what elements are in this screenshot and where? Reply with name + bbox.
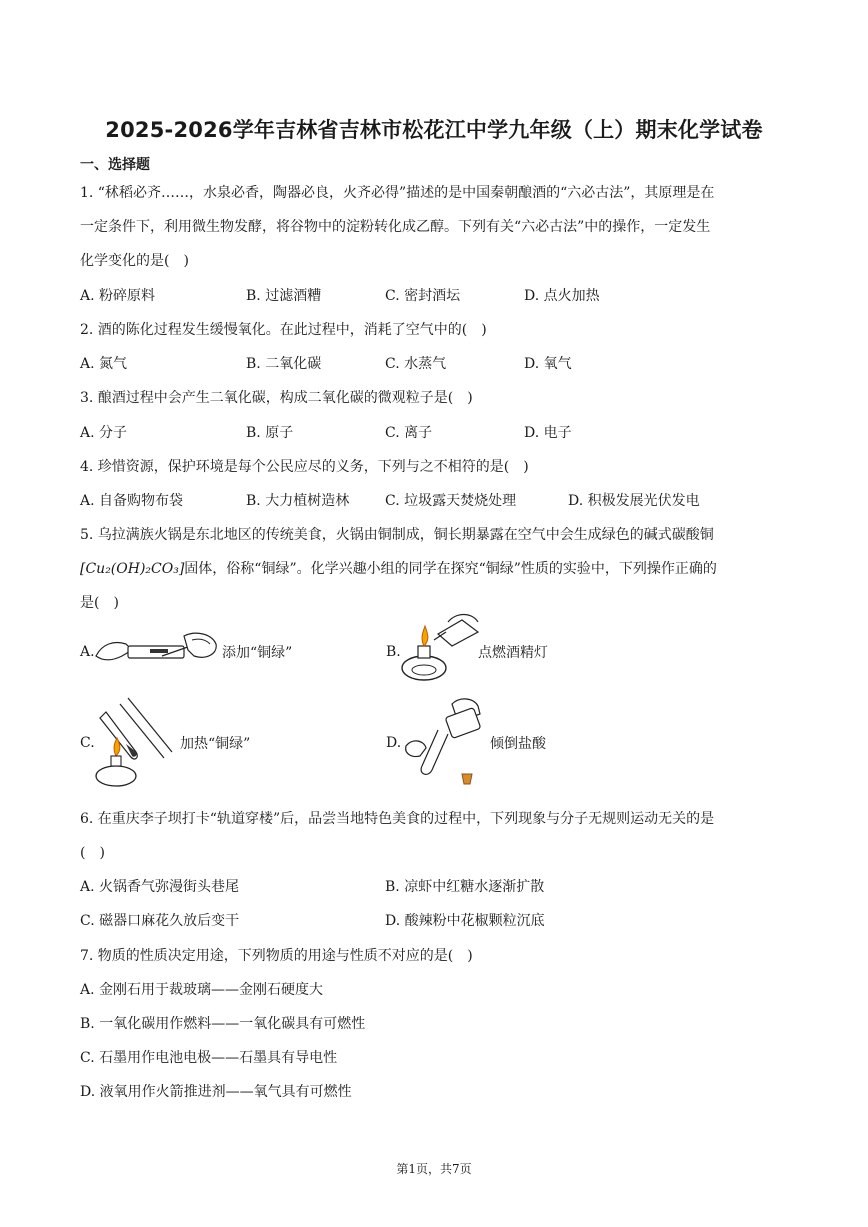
q4-option-b[interactable]: B. 大力植树造林 [246,493,350,509]
q3-stem: 3. 酿酒过程中会产生二氧化碳，构成二氧化碳的微观粒子是( ) [80,390,473,406]
q7-option-c[interactable]: C. 石墨用作电池电极——石墨具有导电性 [80,1050,338,1066]
q6-option-b[interactable]: B. 凉虾中红糖水逐渐扩散 [385,879,545,895]
page-title: 2025-2026学年吉林省吉林市松花江中学九年级（上）期末化学试卷 [105,118,763,142]
q6-option-c[interactable]: C. 磁器口麻花久放后变干 [80,913,240,929]
q6-option-d[interactable]: D. 酸辣粉中花椒颗粒沉底 [385,913,545,929]
q2-option-c[interactable]: C. 水蒸气 [385,356,447,372]
q1-option-d[interactable]: D. 点火加热 [524,288,600,304]
q1-line-2: 一定条件下，利用微生物发酵，将谷物中的淀粉转化成乙醇。下列有关“六必古法”中的操作，一定发生 [80,219,711,235]
q5-option-b-letter[interactable]: B. [386,644,401,660]
q5-line-2-text: 固体，俗称“铜绿”。化学兴趣小组的同学在探究“铜绿”性质的实验中，下列操作正确的 [184,561,717,577]
alcohol-lamp-illustration [398,610,480,688]
q7-stem: 7. 物质的性质决定用途，下列物质的用途与性质不对应的是( ) [80,948,473,964]
q5-option-b-label: 点燃酒精灯 [478,645,548,661]
q2-option-b[interactable]: B. 二氧化碳 [246,356,322,372]
q7-option-d[interactable]: D. 液氧用作火箭推进剂——氧气具有可燃性 [80,1084,352,1100]
section-heading: 一、选择题 [80,157,150,173]
q1-option-b[interactable]: B. 过滤酒糟 [246,288,322,304]
q5-option-c-label: 加热“铜绿” [180,736,251,752]
q4-option-a[interactable]: A. 自备购物布袋 [80,493,184,509]
q5-option-a-label: 添加“铜绿” [222,645,293,661]
q2-option-a[interactable]: A. 氮气 [80,356,128,372]
q5-formula: [Cu₂(OH)₂CO₃] [80,561,185,577]
q2-option-d[interactable]: D. 氧气 [524,356,572,372]
powder-trough-illustration [92,626,220,674]
q5-option-d-label: 倾倒盐酸 [490,736,546,752]
q5-option-d-letter[interactable]: D. [386,735,402,751]
q1-option-c[interactable]: C. 密封酒坛 [385,288,461,304]
q5-line-3: 是( ) [80,595,119,611]
q7-option-a[interactable]: A. 金刚石用于裁玻璃——金刚石硬度大 [80,982,324,998]
q6-line-2: ( ) [80,845,105,861]
q4-option-d[interactable]: D. 积极发展光伏发电 [568,493,700,509]
q6-option-a[interactable]: A. 火锅香气弥漫街头巷尾 [80,879,240,895]
q4-option-c[interactable]: C. 垃圾露天焚烧处理 [385,493,517,509]
q5-option-c-letter[interactable]: C. [80,735,95,751]
q3-option-d[interactable]: D. 电子 [524,425,572,441]
q3-option-c[interactable]: C. 离子 [385,425,433,441]
q6-line-1: 6. 在重庆李子坝打卡“轨道穿楼”后，品尝当地特色美食的过程中，下列现象与分子无规则运动无关的是 [80,811,715,827]
q3-option-b[interactable]: B. 原子 [246,425,294,441]
q5-line-2 [80,558,717,578]
q2-stem: 2. 酒的陈化过程发生缓慢氧化。在此过程中，消耗了空气中的( ) [80,322,487,338]
q5-line-1: 5. 乌拉满族火锅是东北地区的传统美食，火锅由铜制成，铜长期暴露在空气中会生成绿色的碱式碳酸铜 [80,527,714,543]
q3-option-a[interactable]: A. 分子 [80,425,128,441]
q1-line-3: 化学变化的是( ) [80,253,189,269]
test-tube-heating-illustration [92,694,178,790]
pouring-acid-illustration [398,694,490,790]
q7-option-b[interactable]: B. 一氧化碳用作燃料——一氧化碳具有可燃性 [80,1016,366,1032]
q1-line-1: 1. “秫稻必齐……，水泉必香，陶器必良，火齐必得”描述的是中国秦朝酿酒的“六必古法”，其原理是在 [80,185,715,201]
q5-option-a-letter[interactable]: A. [80,644,95,660]
page-footer: 第1页，共7页 [396,1162,472,1176]
q4-stem: 4. 珍惜资源，保护环境是每个公民应尽的义务，下列与之不相符的是( ) [80,459,529,475]
q1-option-a[interactable]: A. 粉碎原料 [80,288,156,304]
